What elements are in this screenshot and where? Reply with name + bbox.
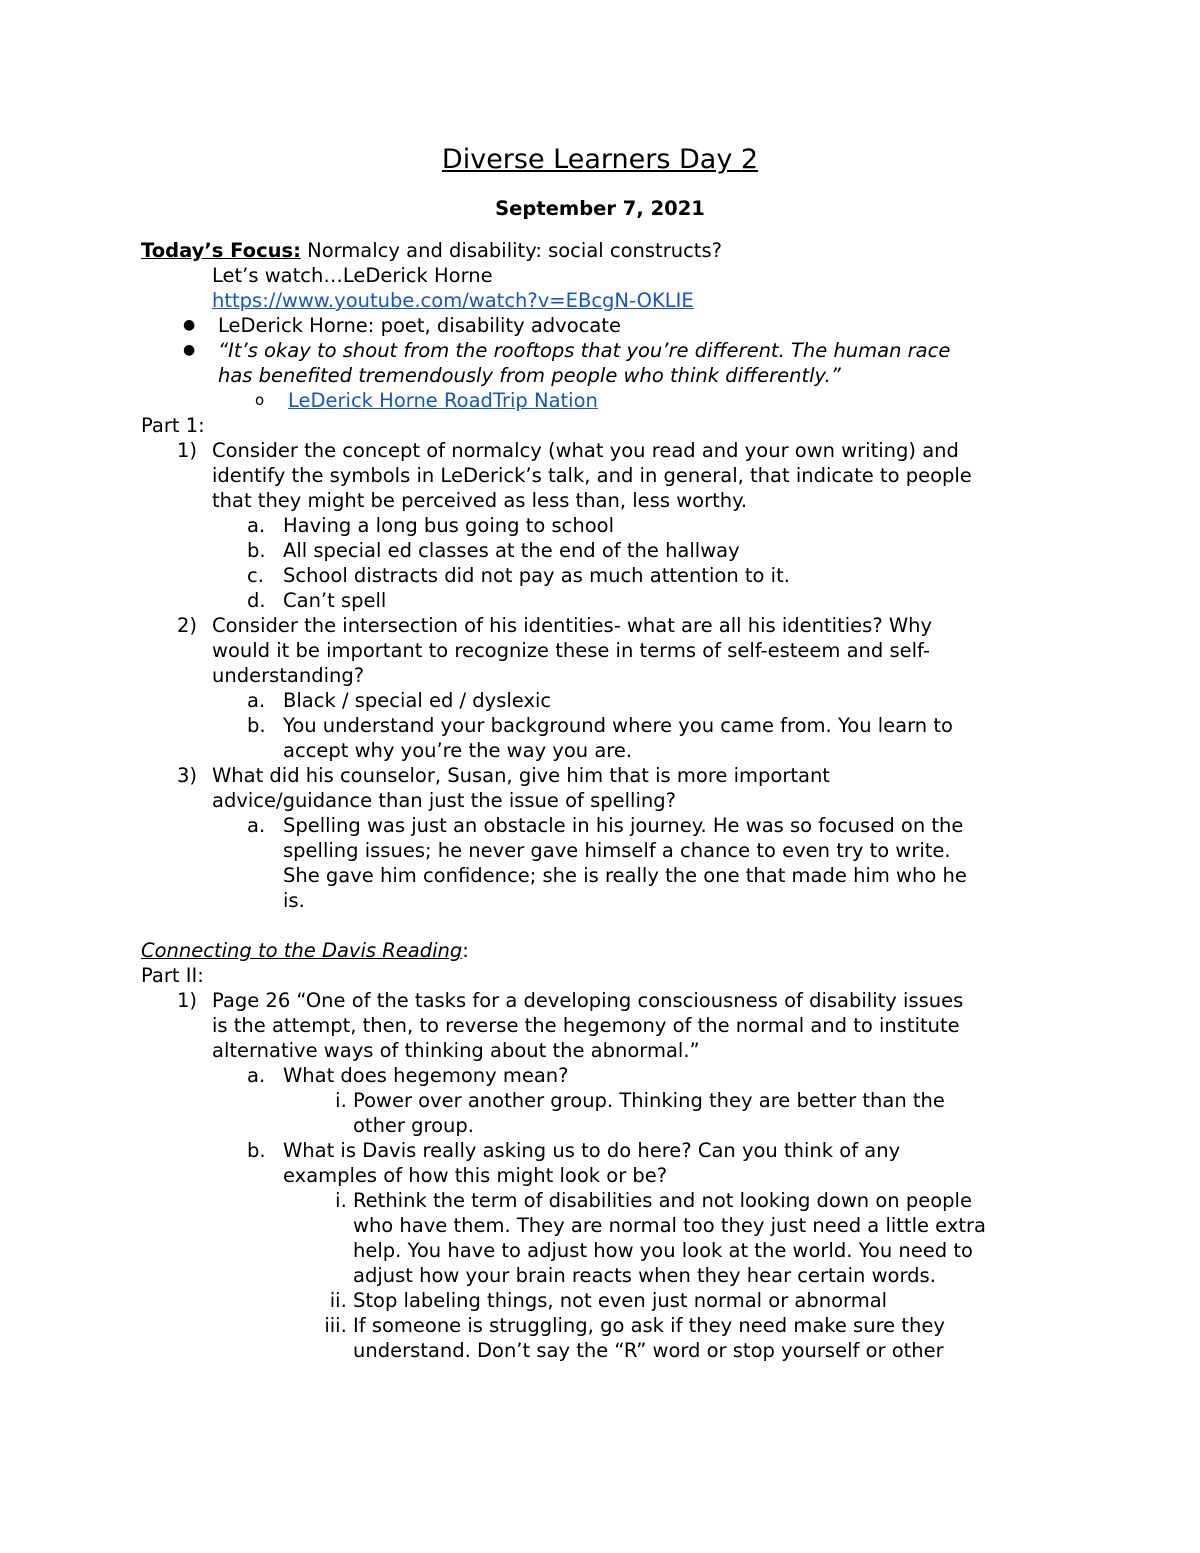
part2-label: Part II: — [141, 964, 204, 987]
quote-line: “It’s okay to shout from the rooftops that you’re different. The human race — [218, 339, 951, 362]
page-title: Diverse Learners Day 2 — [441, 144, 759, 175]
text-line: What is Davis really asking us to do here? Can you think of any — [283, 1139, 901, 1162]
connecting-label: Connecting to the Davis Reading — [141, 939, 463, 962]
list-roman — [317, 1288, 353, 1313]
answer-text — [283, 813, 1061, 913]
text-line: You understand your background where you came from. You learn to — [283, 714, 953, 737]
question-item — [141, 438, 1061, 513]
quote-line: has benefited tremendously from people who think differently.” — [218, 364, 841, 387]
focus-label: Today’s Focus: — [141, 239, 301, 262]
text-line: Spelling was just an obstacle in his journey. He was so focused on the — [283, 814, 964, 837]
question-text — [212, 763, 1061, 813]
answer-item — [141, 688, 1061, 713]
answer-item — [141, 713, 1061, 763]
list-roman — [317, 1313, 353, 1363]
watch-line: Let’s watch…LeDerick Horne — [212, 264, 493, 287]
text-line: What did his counselor, Susan, give him that is more important — [212, 764, 830, 787]
spacer — [141, 913, 1061, 938]
list-letter: c. — [247, 564, 264, 587]
list-letter: d. — [247, 589, 266, 612]
text-line: Consider the concept of normalcy (what you read and your own writing) and — [212, 439, 959, 462]
question-item — [141, 763, 1061, 813]
list-letter: a. — [247, 1064, 266, 1087]
list-number: 2) — [177, 614, 198, 637]
bullet-item — [141, 313, 1061, 338]
bullet-text: LeDerick Horne: poet, disability advocate — [218, 314, 621, 337]
text-line: accept why you’re the way you are. — [283, 739, 633, 762]
text-line: identify the symbols in LeDerick’s talk, and in general, that indicate to people — [212, 464, 972, 487]
answer-text — [283, 713, 1061, 763]
question-text — [212, 613, 1061, 688]
text-line: If someone is struggling, go ask if they need make sure they — [353, 1314, 945, 1337]
roman-text — [353, 1088, 1061, 1138]
question-text — [212, 988, 1061, 1063]
text-line: Page 26 “One of the tasks for a developing consciousness of disability issues — [212, 989, 964, 1012]
text-line: Power over another group. Thinking they are better than the — [353, 1089, 945, 1112]
text-line: understanding? — [212, 664, 365, 687]
bullet-icon: ● — [183, 342, 196, 358]
text-line: understand. Don’t say the “R” word or stop yourself or other — [353, 1339, 944, 1362]
video-link-line — [141, 288, 1061, 313]
focus-text: Normalcy and disability: social constructs? — [300, 239, 722, 262]
list-letter: a. — [247, 514, 266, 537]
text-line: adjust how your brain reacts when they hear certain words. — [353, 1264, 936, 1287]
quote-text — [218, 338, 1061, 388]
text-line: other group. — [353, 1114, 474, 1137]
roman-text: Stop labeling things, not even just normal or abnormal — [353, 1289, 888, 1312]
text-line: advice/guidance than just the issue of spelling? — [212, 789, 676, 812]
answer-item — [141, 563, 1061, 588]
roman-item — [141, 1088, 1061, 1138]
text-line: alternative ways of thinking about the abnormal.” — [212, 1039, 700, 1062]
roman-numeral: iii. — [324, 1314, 347, 1337]
bullet-item-quote — [141, 338, 1061, 388]
question-text — [212, 438, 1061, 513]
text-line: who have them. They are normal too they just need a little extra — [353, 1214, 986, 1237]
question-item — [141, 988, 1061, 1063]
text-line: Consider the intersection of his identities- what are all his identities? Why — [212, 614, 933, 637]
answer-text — [283, 1138, 1061, 1188]
list-number: 3) — [177, 764, 198, 787]
roman-item — [141, 1313, 1061, 1363]
focus-line — [141, 238, 1061, 263]
text-line: examples of how this might look or be? — [283, 1164, 668, 1187]
text-line: would it be important to recognize these in terms of self-esteem and self- — [212, 639, 930, 662]
text-line: that they might be perceived as less than, less worthy. — [212, 489, 748, 512]
roman-numeral: i. — [335, 1189, 347, 1212]
sub-bullet-item — [141, 388, 1061, 413]
list-letter: a. — [247, 814, 266, 837]
answer-item — [141, 588, 1061, 613]
list-roman — [317, 1088, 353, 1138]
answer-item — [141, 538, 1061, 563]
answer-text: Can’t spell — [283, 589, 387, 612]
answer-text: Black / special ed / dyslexic — [283, 689, 552, 712]
list-number: 1) — [177, 989, 198, 1012]
connecting-colon: : — [462, 939, 469, 962]
answer-item — [141, 1063, 1061, 1088]
roman-text — [353, 1188, 1061, 1288]
roman-numeral: i. — [335, 1089, 347, 1112]
roman-numeral: ii. — [329, 1289, 347, 1312]
roadtrip-nation-link[interactable]: LeDerick Horne RoadTrip Nation — [288, 389, 598, 412]
date-heading: September 7, 2021 — [495, 197, 705, 220]
document-body — [141, 238, 1061, 1363]
list-letter: b. — [247, 1139, 266, 1162]
connecting-heading — [141, 938, 1061, 963]
youtube-link[interactable]: https://www.youtube.com/watch?v=EBcgN-OKLIE — [212, 289, 694, 312]
answer-text: School distracts did not pay as much attention to it. — [283, 564, 790, 587]
roman-item — [141, 1188, 1061, 1288]
answer-text: All special ed classes at the end of the hallway — [283, 539, 740, 562]
roman-item — [141, 1288, 1061, 1313]
bullet-icon: ● — [183, 317, 196, 333]
roman-text — [353, 1313, 1061, 1363]
text-line: is the attempt, then, to reverse the hegemony of the normal and to institute — [212, 1014, 960, 1037]
text-line: spelling issues; he never gave himself a chance to even try to write. — [283, 839, 951, 862]
list-letter: b. — [247, 539, 266, 562]
answer-text: What does hegemony mean? — [283, 1064, 569, 1087]
text-line: Rethink the term of disabilities and not looking down on people — [353, 1189, 972, 1212]
list-letter: b. — [247, 714, 266, 737]
answer-item — [141, 1138, 1061, 1188]
list-number: 1) — [177, 439, 198, 462]
text-line: She gave him confidence; she is really the one that made him who he — [283, 864, 967, 887]
answer-item — [141, 513, 1061, 538]
answer-text: Having a long bus going to school — [283, 514, 614, 537]
text-line: help. You have to adjust how you look at the world. You need to — [353, 1239, 973, 1262]
list-roman — [317, 1188, 353, 1288]
answer-item — [141, 813, 1061, 913]
question-item — [141, 613, 1061, 688]
circle-bullet-icon: o — [255, 391, 265, 409]
text-line: is. — [283, 889, 305, 912]
list-letter: a. — [247, 689, 266, 712]
part1-label: Part 1: — [141, 414, 205, 437]
